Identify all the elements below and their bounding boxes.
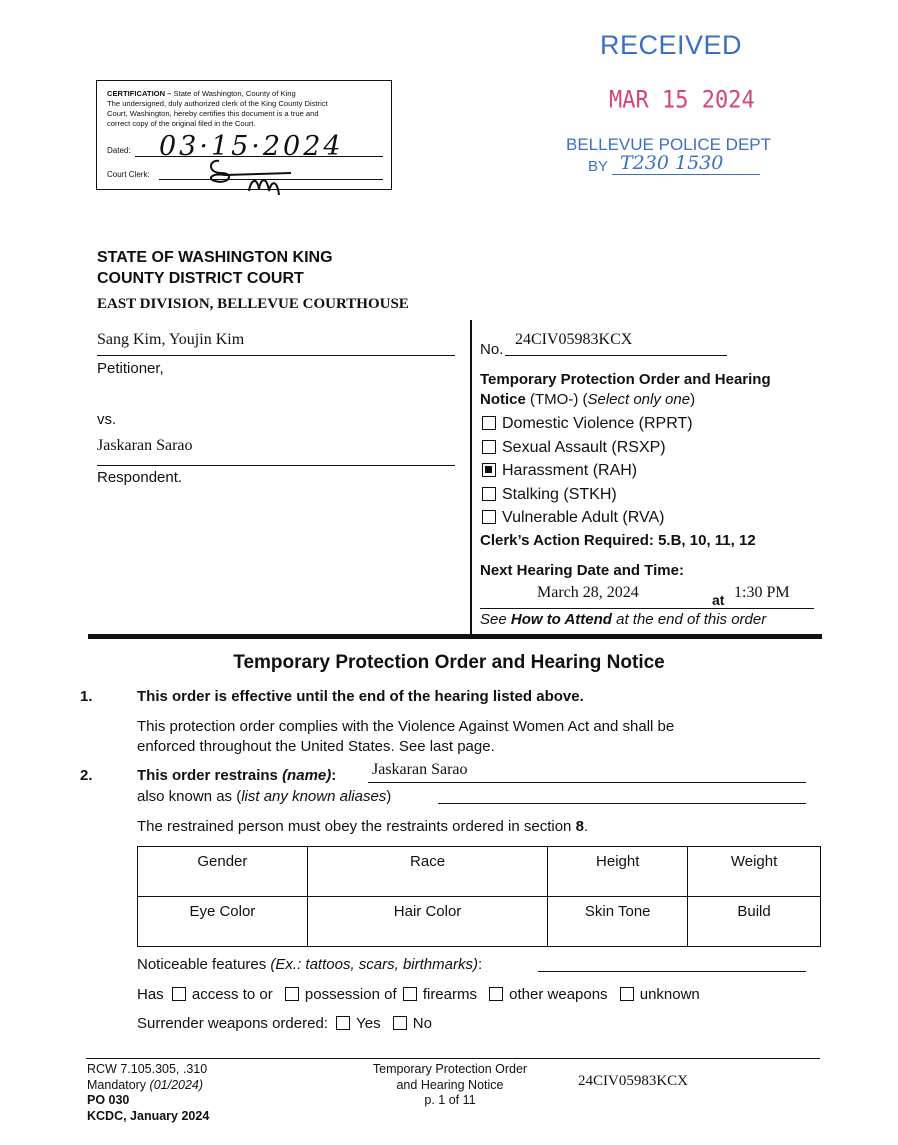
option-sexual-assault[interactable] [482,436,693,460]
option-checkbox-checked[interactable] [482,463,496,477]
caption-divider [470,320,472,634]
footer-mandatory-date: (01/2024) [149,1077,204,1092]
name-colon: : [331,767,337,784]
other-weapons-label: other weapons [509,986,608,1003]
hearing-date: March 28, 2024 [537,584,639,601]
surrender-no-checkbox[interactable] [393,1016,407,1030]
option-label: Harassment (RAH) [502,462,638,479]
footer-kcdc: KCDC, January 2024 [87,1108,210,1123]
footer-left [87,1062,209,1124]
section-1-body [137,717,674,757]
dated-handwritten: 03·15·2024 [159,131,344,162]
restrained-name-line [368,782,806,783]
gender-cell[interactable]: Gender [138,847,308,897]
clerk-signature [201,151,311,197]
footer-form-no: PO 030 [87,1093,130,1107]
option-checkbox[interactable] [482,487,496,501]
court-heading [97,247,333,289]
features-colon: : [477,956,483,973]
stamp-by-label: BY [588,158,609,175]
certification-box [96,80,392,190]
section-2-heading-text: This order restrains [137,767,283,784]
certification-text-4: correct copy of the original filed in the Court. [107,119,256,128]
caption-rule [88,634,822,639]
aka-line [438,803,806,804]
option-checkbox[interactable] [482,510,496,524]
order-type-heading [480,370,820,410]
aka-prefix: also known as ( [137,788,242,805]
case-no-line [505,355,727,356]
weight-cell[interactable]: Weight [688,847,821,897]
firearms-checkbox[interactable] [403,987,417,1001]
see-suffix: at the end of this order [611,611,767,628]
petitioner-label: Petitioner, [97,360,164,377]
surrender-row [137,1015,432,1032]
unknown-checkbox[interactable] [620,987,634,1001]
select-only-note: Select only one [587,391,691,408]
footer-mandatory-text: Mandatory [87,1077,150,1092]
option-label: Sexual Assault (RSXP) [502,438,666,456]
restraint-text: The restrained person must obey the restraints ordered in section [137,818,576,835]
possession-label: possession of [304,986,397,1003]
petitioner-names: Sang Kim, Youjin Kim [97,331,245,348]
court-division: EAST DIVISION, BELLEVUE COURTHOUSE [97,296,409,312]
see-prefix: See [480,611,511,628]
police-dept-stamp: BELLEVUE POLICE DEPT [566,135,772,154]
footer-page-number: p. 1 of 11 [424,1093,476,1107]
certification-text-2: The undersigned, duly authorized clerk of the King County District [107,99,328,108]
page-title: Temporary Protection Order and Hearing Notice [233,652,665,673]
clerk-action: Clerk’s Action Required: 5.B, 10, 11, 12 [480,532,756,549]
section-1-body-line1: This protection order complies with the Violence Against Women Act and shall be [137,718,675,735]
hearing-at-label: at [712,592,725,608]
option-label: Stalking (STKH) [502,485,617,503]
vs-label: vs. [97,411,117,428]
hearing-line [480,608,814,609]
footer-rule [86,1058,820,1059]
weapons-access-row [137,986,700,1003]
court-heading-line1: STATE OF WASHINGTON KING [97,249,333,266]
footer-center [350,1062,550,1109]
order-type-title-notice: Notice [480,391,526,408]
certification-text-1: State of Washington, County of King [173,89,296,98]
order-type-options [482,412,693,530]
certification-heading: CERTIFICATION – [107,89,172,98]
features-label [137,956,482,973]
other-weapons-checkbox[interactable] [489,987,503,1001]
petitioner-line [97,355,455,356]
stamp-by-handwritten: T230 1530 [620,152,724,174]
access-label: access to or [191,986,273,1003]
name-label: (name) [282,767,332,784]
possession-checkbox[interactable] [285,987,299,1001]
eye-color-cell[interactable]: Eye Color [138,897,308,947]
firearms-label: firearms [422,986,477,1003]
restraint-end: . [583,818,589,835]
case-no-label: No. [480,341,504,358]
features-line [538,971,806,972]
aka-suffix: ) [386,788,392,805]
order-type-close: ) [690,391,696,408]
option-label: Vulnerable Adult (RVA) [502,509,665,526]
features-text: Noticeable features [137,956,271,973]
table-row [138,897,821,947]
respondent-name: Jaskaran Sarao [97,437,193,454]
footer-mandatory [87,1078,209,1094]
section-2-heading [137,767,336,784]
how-to-attend-note [480,611,766,628]
table-row [138,847,821,897]
section-1-number: 1. [80,688,93,705]
received-date-stamp: MAR 15 2024 [609,86,755,115]
aka-label [137,788,391,805]
order-type-title: Temporary Protection Order and Hearing [480,371,771,388]
description-table [137,846,821,947]
received-stamp: RECEIVED [600,30,743,60]
option-vulnerable-adult[interactable] [482,506,693,530]
restrained-name: Jaskaran Sarao [372,761,468,778]
restraint-section: 8 [575,818,584,835]
stamp-by-line [612,174,760,175]
case-no-value: 24CIV05983KCX [515,331,633,348]
unknown-label: unknown [639,986,700,1003]
option-label: Domestic Violence (RPRT) [502,415,693,432]
certification-text-3: Court, Washington, hereby certifies this document is a true and [107,109,319,118]
option-checkbox[interactable] [482,440,496,454]
hair-color-cell[interactable]: Hair Color [307,897,548,947]
court-clerk-label: Court Clerk: [107,170,150,179]
footer-title-1: Temporary Protection Order [372,1062,528,1076]
option-domestic-violence[interactable] [482,412,693,436]
features-example: (Ex.: tattoos, scars, birthmarks) [270,956,478,973]
surrender-yes-checkbox[interactable] [336,1016,350,1030]
order-type-code: (TMO-) ( [525,391,588,408]
footer-case-no: 24CIV05983KCX [578,1073,689,1089]
dated-label: Dated: [107,146,131,155]
option-checkbox[interactable] [482,416,496,430]
how-to-attend-link: How to Attend [510,611,612,628]
hearing-time: 1:30 PM [734,584,790,601]
section-2-number: 2. [80,767,93,784]
race-cell[interactable]: Race [307,847,548,897]
has-label: Has [137,986,164,1003]
court-heading-line2: COUNTY DISTRICT COURT [97,270,304,287]
section-1-body-line2: enforced throughout the United States. See last page. [137,738,495,755]
footer-title-2: and Hearing Notice [396,1077,504,1092]
footer-rcw: RCW 7.105.305, .310 [87,1062,208,1076]
skin-tone-cell[interactable]: Skin Tone [548,897,688,947]
option-stalking[interactable] [482,483,693,507]
surrender-label: Surrender weapons ordered: [137,1015,328,1032]
access-checkbox[interactable] [172,987,186,1001]
surrender-no-label: No [412,1015,432,1032]
option-harassment[interactable] [482,459,693,483]
respondent-line [97,465,455,466]
next-hearing-label: Next Hearing Date and Time: [480,562,684,579]
respondent-label: Respondent. [97,469,183,486]
height-cell[interactable]: Height [548,847,688,897]
restraint-note [137,818,588,835]
aka-italic: list any known aliases [241,788,387,805]
surrender-yes-label: Yes [356,1015,381,1032]
section-1-heading: This order is effective until the end of the hearing listed above. [137,688,584,705]
build-cell[interactable]: Build [688,897,821,947]
